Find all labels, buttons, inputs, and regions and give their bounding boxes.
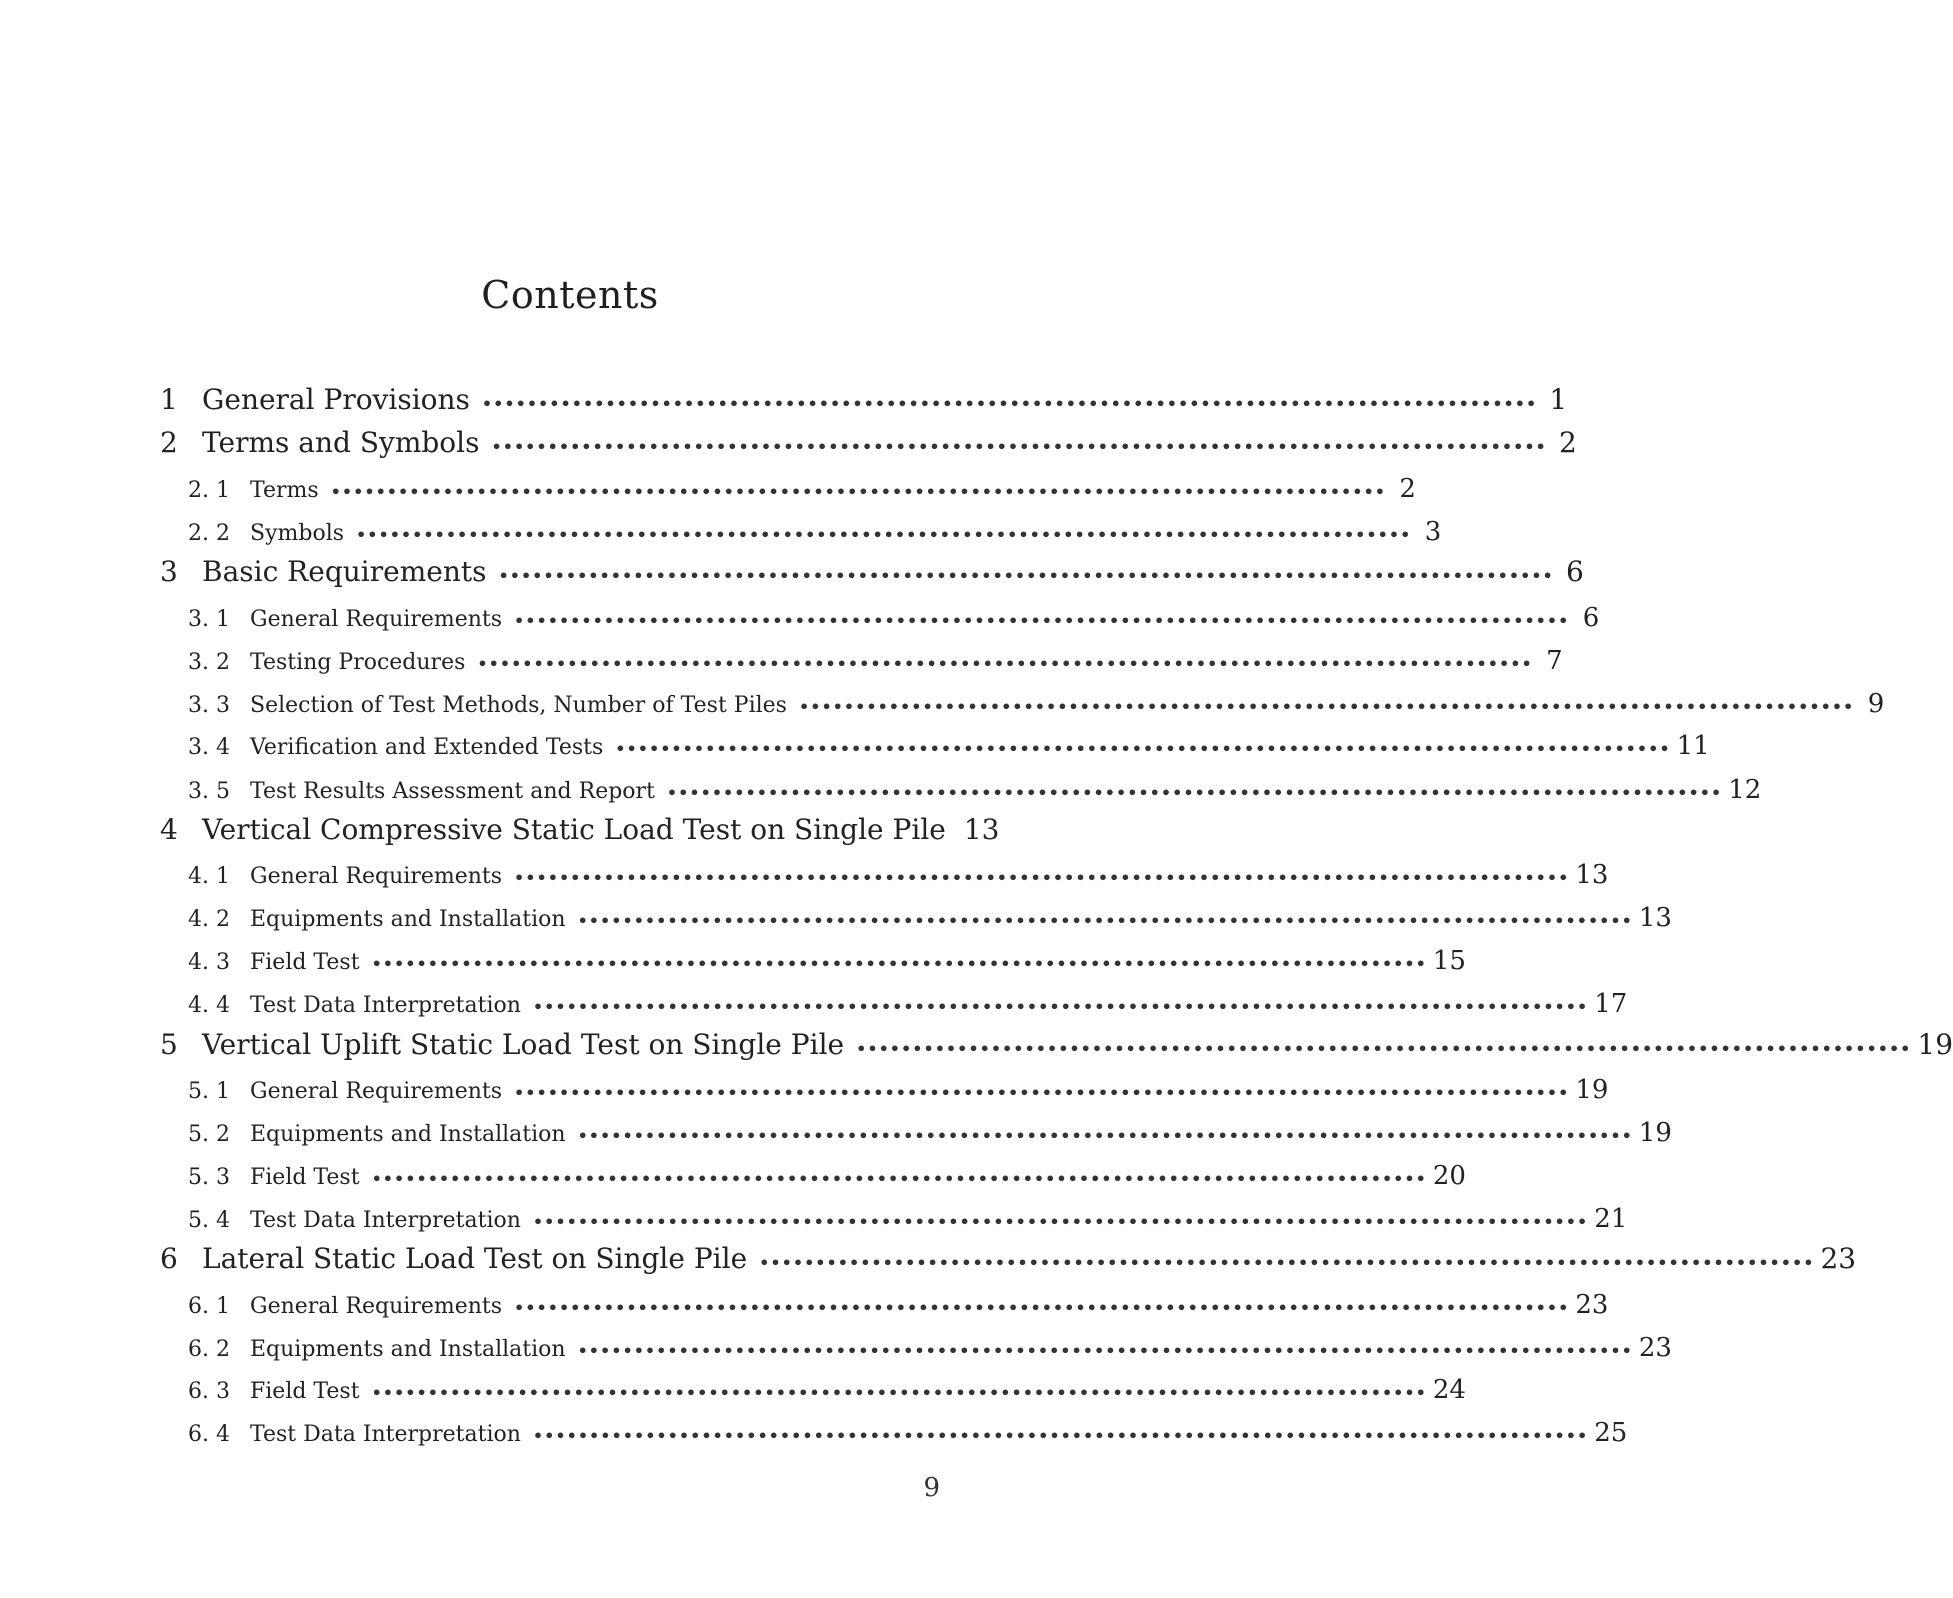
toc-entry-label: Vertical Compressive Static Load Test on Single Pile xyxy=(202,813,946,846)
toc-entry-page: 6 xyxy=(1582,603,1600,633)
dot-leader: •••••••••••••••••••••••••••••••••••••••••••••••••••••••••••••••••••••••••••••••••••••••••••••• xyxy=(330,482,1386,501)
toc-entry-number: 3. 4 xyxy=(188,735,230,760)
toc-entry-label: Lateral Static Load Test on Single Pile xyxy=(202,1242,748,1275)
toc-entry-number: 3 xyxy=(160,555,178,588)
dot-leader: •••••••••••••••••••••••••••••••••••••••••••••••••••••••••••••••••••••••••••••••••••••••••••••• xyxy=(498,566,1554,585)
toc-entry-label: Symbols xyxy=(250,521,345,546)
toc-entry-page: 23 xyxy=(1575,1290,1609,1320)
dot-leader: •••••••••••••••••••••••••••••••••••••••••••••••••••••••••••••••••••••••••••••••••••••••••••••• xyxy=(514,868,1570,887)
toc-entry-chapter[interactable] xyxy=(160,1028,1953,1061)
toc-entry-label: General Requirements xyxy=(250,864,503,889)
toc-entry-page: 1 xyxy=(1549,383,1568,416)
dot-leader: •••••••••••••••••••••••••••••••••••••••••••••••••••••••••••••••••••••••••••••••••••••••••••••• xyxy=(514,1298,1570,1317)
toc-entry-section[interactable] xyxy=(188,989,1628,1019)
toc-entry-number: 6 xyxy=(160,1242,178,1275)
toc-entry-label: Test Data Interpretation xyxy=(250,1422,521,1447)
toc-entry-number: 5. 1 xyxy=(188,1079,230,1104)
toc-entry-page: 12 xyxy=(1728,775,1762,805)
dot-leader: •••••••••••••••••••••••••••••••••••••••••••••••••••••••••••••••••••••••••••••••••••••••••••••• xyxy=(532,997,1589,1016)
toc-entry-label: Verification and Extended Tests xyxy=(250,735,604,760)
toc-entry-page: 24 xyxy=(1432,1375,1466,1405)
toc-entry-number: 3. 2 xyxy=(188,650,230,675)
toc-entry-label: Test Data Interpretation xyxy=(250,993,521,1018)
toc-entry-section[interactable] xyxy=(188,1075,1609,1105)
dot-leader: •••••••••••••••••••••••••••••••••••••••••••••••••••••••••••••••••••••••••••••••••••••••••••••• xyxy=(615,739,1671,758)
toc-entry-number: 4. 4 xyxy=(188,993,230,1018)
toc-entry-chapter[interactable] xyxy=(160,555,1584,588)
toc-entry-label: General Requirements xyxy=(250,607,503,632)
toc-entry-number: 4. 3 xyxy=(188,950,230,975)
toc-entry-number: 3. 5 xyxy=(188,779,230,804)
page-title: Contents xyxy=(481,273,659,317)
toc-entry-section[interactable] xyxy=(188,646,1563,676)
toc-entry-label: General Requirements xyxy=(250,1294,503,1319)
dot-leader: •••••••••••••••••••••••••••••••••••••••••••••••••••••••••••••••••••••••••••••••••••••••••••••• xyxy=(371,1169,1427,1188)
toc-entry-label: Equipments and Installation xyxy=(250,1122,566,1147)
toc-entry-section[interactable] xyxy=(188,1333,1672,1363)
toc-entry-label: Terms and Symbols xyxy=(202,426,480,459)
toc-entry-number: 2 xyxy=(160,426,178,459)
toc-entry-page: 9 xyxy=(1867,689,1885,719)
dot-leader: •••••••••••••••••••••••••••••••••••••••••••••••••••••••••••••••••••••••••••••••••••••••••••••• xyxy=(481,394,1538,413)
toc-entry-page: 11 xyxy=(1676,731,1710,761)
toc-entry-page: 2 xyxy=(1558,426,1577,459)
toc-entry-section[interactable] xyxy=(188,1161,1466,1191)
dot-leader: •••••••••••••••••••••••••••••••••••••••••••••••••••••••••••••••••••••••••••••••••••••••••••••• xyxy=(514,1083,1570,1102)
toc-entry-chapter[interactable] xyxy=(160,383,1568,416)
toc-entry-number: 5. 4 xyxy=(188,1208,230,1233)
toc-entry-page: 23 xyxy=(1820,1242,1857,1275)
toc-entry-page: 17 xyxy=(1594,989,1628,1019)
toc-entry-number: 3. 1 xyxy=(188,607,230,632)
toc-entry-label: Equipments and Installation xyxy=(250,907,566,932)
dot-leader: •••••••••••••••••••••••••••••••••••••••••••••••••••••••••••••••••••••••••••••••••••••••••••••• xyxy=(577,1126,1633,1145)
dot-leader: •••••••••••••••••••••••••••••••••••••••••••••••••••••••••••••••••••••••••••••••••••••••••••••• xyxy=(356,525,1412,544)
toc-entry-section[interactable] xyxy=(188,517,1442,547)
toc-entry-number: 1 xyxy=(160,383,178,416)
toc-entry-label: Terms xyxy=(250,478,319,503)
toc-entry-section[interactable] xyxy=(188,1418,1628,1448)
toc-entry-number: 4. 2 xyxy=(188,907,230,932)
toc-entry-number: 6. 2 xyxy=(188,1337,230,1362)
toc-entry-section[interactable] xyxy=(188,775,1762,805)
toc-entry-page: 7 xyxy=(1546,646,1563,676)
toc-entry-page: 19 xyxy=(1638,1118,1672,1148)
toc-entry-number: 6. 1 xyxy=(188,1294,230,1319)
dot-leader: •••••••••••••••••••••••••••••••••••••••••••••••••••••••••••••••••••••••••••••••••••••••••••••• xyxy=(371,1383,1427,1402)
dot-leader: •••••••••••••••••••••••••••••••••••••••••••••••••••••••••••••••••••••••••••••••••••••••••••••• xyxy=(371,954,1427,973)
toc-entry-section[interactable] xyxy=(188,731,1710,761)
toc-entry-label: Testing Procedures xyxy=(250,650,466,675)
toc-entry-page: 19 xyxy=(1917,1028,1953,1061)
dot-leader: •••••••••••••••••••••••••••••••••••••••••••••••••••••••••••••••••••••••••••••••••••••••••••••• xyxy=(532,1212,1589,1231)
toc-entry-page: 21 xyxy=(1594,1204,1628,1234)
toc-entry-number: 2. 1 xyxy=(188,478,230,503)
dot-leader: •••••••••••••••••••••••••••••••••••••••••••••••••••••••••••••••••••••••••••••••••••••••••••••• xyxy=(798,697,1855,716)
toc-entry-label: Equipments and Installation xyxy=(250,1337,566,1362)
toc-entry-number: 4 xyxy=(160,813,178,846)
toc-entry-number: 5 xyxy=(160,1028,178,1061)
page-number: 9 xyxy=(923,1473,940,1503)
toc-entry-number: 6. 3 xyxy=(188,1379,230,1404)
toc-entry-chapter[interactable] xyxy=(160,813,1000,846)
toc-entry-section[interactable] xyxy=(188,1204,1628,1234)
toc-entry-page: 25 xyxy=(1594,1418,1628,1448)
toc-entry-number: 6. 4 xyxy=(188,1422,230,1447)
toc-entry-label: Test Results Assessment and Report xyxy=(250,779,655,804)
toc-entry-section[interactable] xyxy=(188,1290,1609,1320)
toc-entry-page: 15 xyxy=(1432,946,1466,976)
toc-entry-label: Field Test xyxy=(250,950,360,975)
toc-entry-section[interactable] xyxy=(188,603,1600,633)
toc-entry-page: 20 xyxy=(1432,1161,1466,1191)
toc-entry-number: 2. 2 xyxy=(188,521,230,546)
toc-entry-section[interactable] xyxy=(188,1375,1466,1405)
toc-entry-label: Field Test xyxy=(250,1165,360,1190)
toc-entry-page: 2 xyxy=(1399,474,1416,504)
dot-leader: •••••••••••••••••••••••••••••••••••••••••••••••••••••••••••••••••••••••••••••••••••••••••••••• xyxy=(532,1426,1589,1445)
toc-entry-chapter[interactable] xyxy=(160,426,1577,459)
dot-leader: •••••••••••••••••••••••••••••••••••••••••••••••••••••••••••••••••••••••••••••••••••••••••••••• xyxy=(477,654,1533,673)
toc-entry-number: 4. 1 xyxy=(188,864,230,889)
toc-entry-section[interactable] xyxy=(188,946,1466,976)
dot-leader: •••••••••••••••••••••••••••••••••••••••••••••••••••••••••••••••••••••••••••••••••••••••••••••• xyxy=(491,437,1547,456)
toc-entry-label: General Provisions xyxy=(202,383,470,416)
toc-entry-page: 6 xyxy=(1565,555,1584,588)
toc-entry-section[interactable] xyxy=(188,474,1416,504)
dot-leader: •••••••••••••••••••••••••••••••••••••••••••••••••••••••••••••••••••••••••••••••••••••••••••••• xyxy=(577,911,1633,930)
toc-entry-number: 5. 3 xyxy=(188,1165,230,1190)
toc-entry-page: 13 xyxy=(1638,903,1672,933)
toc-entry-page: 13 xyxy=(1575,860,1609,890)
toc-entry-label: Selection of Test Methods, Number of Test Piles xyxy=(250,693,787,718)
toc-entry-section[interactable] xyxy=(188,903,1672,933)
toc-entry-label: Vertical Uplift Static Load Test on Single Pile xyxy=(202,1028,845,1061)
toc-entry-page: 3 xyxy=(1424,517,1442,547)
toc-entry-label: General Requirements xyxy=(250,1079,503,1104)
toc-entry-page: 23 xyxy=(1638,1333,1672,1363)
toc-entry-label: Test Data Interpretation xyxy=(250,1208,521,1233)
dot-leader: •••••••••••••••••••••••••••••••••••••••••••••••••••••••••••••••••••••••••••••••••••••••••••••• xyxy=(856,1039,1912,1058)
toc-entry-page: 19 xyxy=(1575,1075,1609,1105)
dot-leader: •••••••••••••••••••••••••••••••••••••••••••••••••••••••••••••••••••••••••••••••••••••••••••••• xyxy=(514,611,1570,630)
toc-entry-section[interactable] xyxy=(188,689,1885,719)
toc-entry-label: Field Test xyxy=(250,1379,360,1404)
dot-leader: •••••••••••••••••••••••••••••••••••••••••••••••••••••••••••••••••••••••••••••••••••••••••••••• xyxy=(666,783,1723,802)
toc-entry-number: 5. 2 xyxy=(188,1122,230,1147)
toc-entry-number: 3. 3 xyxy=(188,693,230,718)
toc-entry-label: Basic Requirements xyxy=(202,555,487,588)
toc-entry-page: 13 xyxy=(963,813,1000,846)
dot-leader: •••••••••••••••••••••••••••••••••••••••••••••••••••••••••••••••••••••••••••••••••••••••••••••• xyxy=(759,1253,1815,1272)
toc-entry-section[interactable] xyxy=(188,860,1609,890)
dot-leader: •••••••••••••••••••••••••••••••••••••••••••••••••••••••••••••••••••••••••••••••••••••••••••••• xyxy=(577,1341,1633,1360)
toc-entry-section[interactable] xyxy=(188,1118,1672,1148)
toc-entry-chapter[interactable] xyxy=(160,1242,1857,1275)
